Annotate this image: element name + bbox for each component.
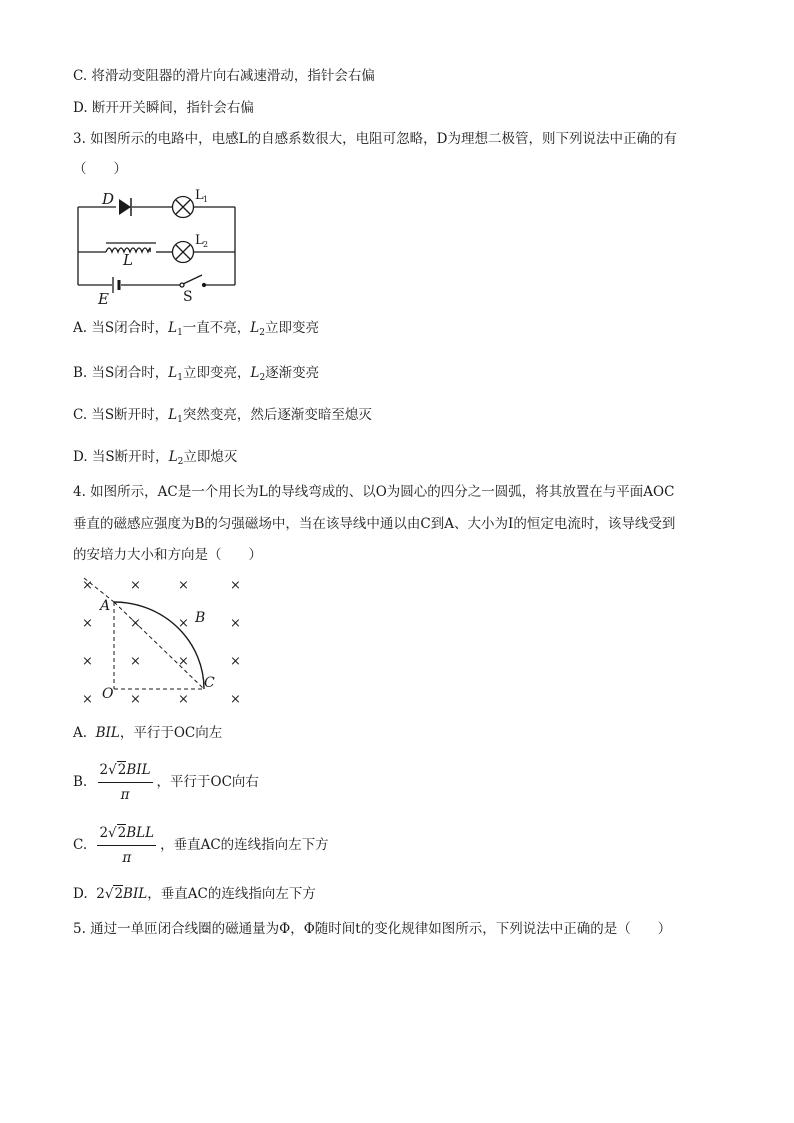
lamp2-label-sub: 2 [203,240,209,249]
q5-stem: 5. 通过一单匝闭合线圈的磁通量为Φ，Φ随时间t的变化规律如图所示，下列说法中正确的是（ ） [73,921,672,937]
field-cross-mark: × [178,578,189,593]
battery-symbol [113,277,119,293]
q4-stem-line3: 的安培力大小和方向是（ ） [73,547,262,563]
q3-circuit-diagram [70,185,245,308]
point-c-label: C [204,675,215,691]
lamp1-symbol [173,197,194,218]
field-cross-mark: × [130,654,141,669]
q4-option-d: D. 2√2BIL，垂直AC的连线指向左下方 [73,886,316,902]
lamp1-label-sub: 1 [203,195,209,204]
field-cross-mark: × [130,616,141,631]
field-cross-mark: × [82,616,93,631]
q4-option-c: C. $\frac{\text{2√2BLL}}{\pi}$ ，垂直AC的连线指向左下方 [73,825,329,866]
q4-option-a: A. BIL，平行于OC向左 [73,725,223,741]
point-a-label: A [100,598,111,614]
q3-option-d: D. 当S断开时，$L_2$立即熄灭 [73,449,238,467]
fraction: $\frac{\text{2√2BLL}}{\pi}$ [99,825,155,866]
field-cross-mark: × [230,692,241,707]
field-cross-mark: × [230,578,241,593]
switch-label: S [183,289,193,305]
fraction: $\frac{\text{2√2BIL}}{\pi}$ [99,762,151,803]
field-cross-mark: × [230,654,241,669]
point-o-label: O [102,686,114,702]
field-cross-mark: × [178,692,189,707]
field-cross-mark: × [230,616,241,631]
field-cross-mark: × [130,578,141,593]
battery-label: E [98,290,109,308]
field-cross-mark: × [178,616,189,631]
lamp2-label: L [195,233,204,248]
q4-option-b: B. $\frac{\text{2√2BIL}}{\pi}$ ，平行于OC向右 [73,762,259,803]
field-cross-mark: × [178,654,189,669]
q3-option-c: C. 当S断开时，$L_1$突然变亮，然后逐渐变暗至熄灭 [73,407,372,425]
q2-option-c: C. 将滑动变阻器的滑片向右减速滑动，指针会右偏 [73,68,375,84]
q2-option-d: D. 断开开关瞬间，指针会右偏 [73,100,254,116]
lamp2-symbol [173,242,194,263]
q4-stem-line2: 垂直的磁感应强度为B的匀强磁场中，当在该导线中通以由C到A、大小为I的恒定电流时，该导线受到 [73,516,676,532]
field-cross-mark: × [130,692,141,707]
q3-stem-line2: （ ） [73,161,127,177]
q4-magnetic-field-diagram [76,574,246,709]
lamp1-label: L [195,188,204,203]
inductor-label: L [123,251,133,269]
q3-option-b: B. 当S闭合时，$L_1$立即变亮，$L_2$逐渐变亮 [73,365,320,383]
diode-symbol [119,198,131,216]
diode-label: D [102,190,115,208]
q3-option-a: A. 当S闭合时，$L_1$一直不亮，$L_2$立即变亮 [73,320,319,338]
field-cross-mark: × [82,654,93,669]
q3-stem-line1: 3. 如图所示的电路中，电感L的自感系数很大，电阻可忽略，D为理想二极管，则下列说法中正确的有 [73,131,677,147]
field-cross-mark: × [82,692,93,707]
switch-symbol [180,275,206,287]
field-cross-mark: × [82,578,93,593]
point-b-label: B [195,610,206,626]
q4-stem-line1: 4. 如图所示，AC是一个用长为L的导线弯成的、以O为圆心的四分之一圆弧，将其放置在与平面AOC [73,484,675,500]
